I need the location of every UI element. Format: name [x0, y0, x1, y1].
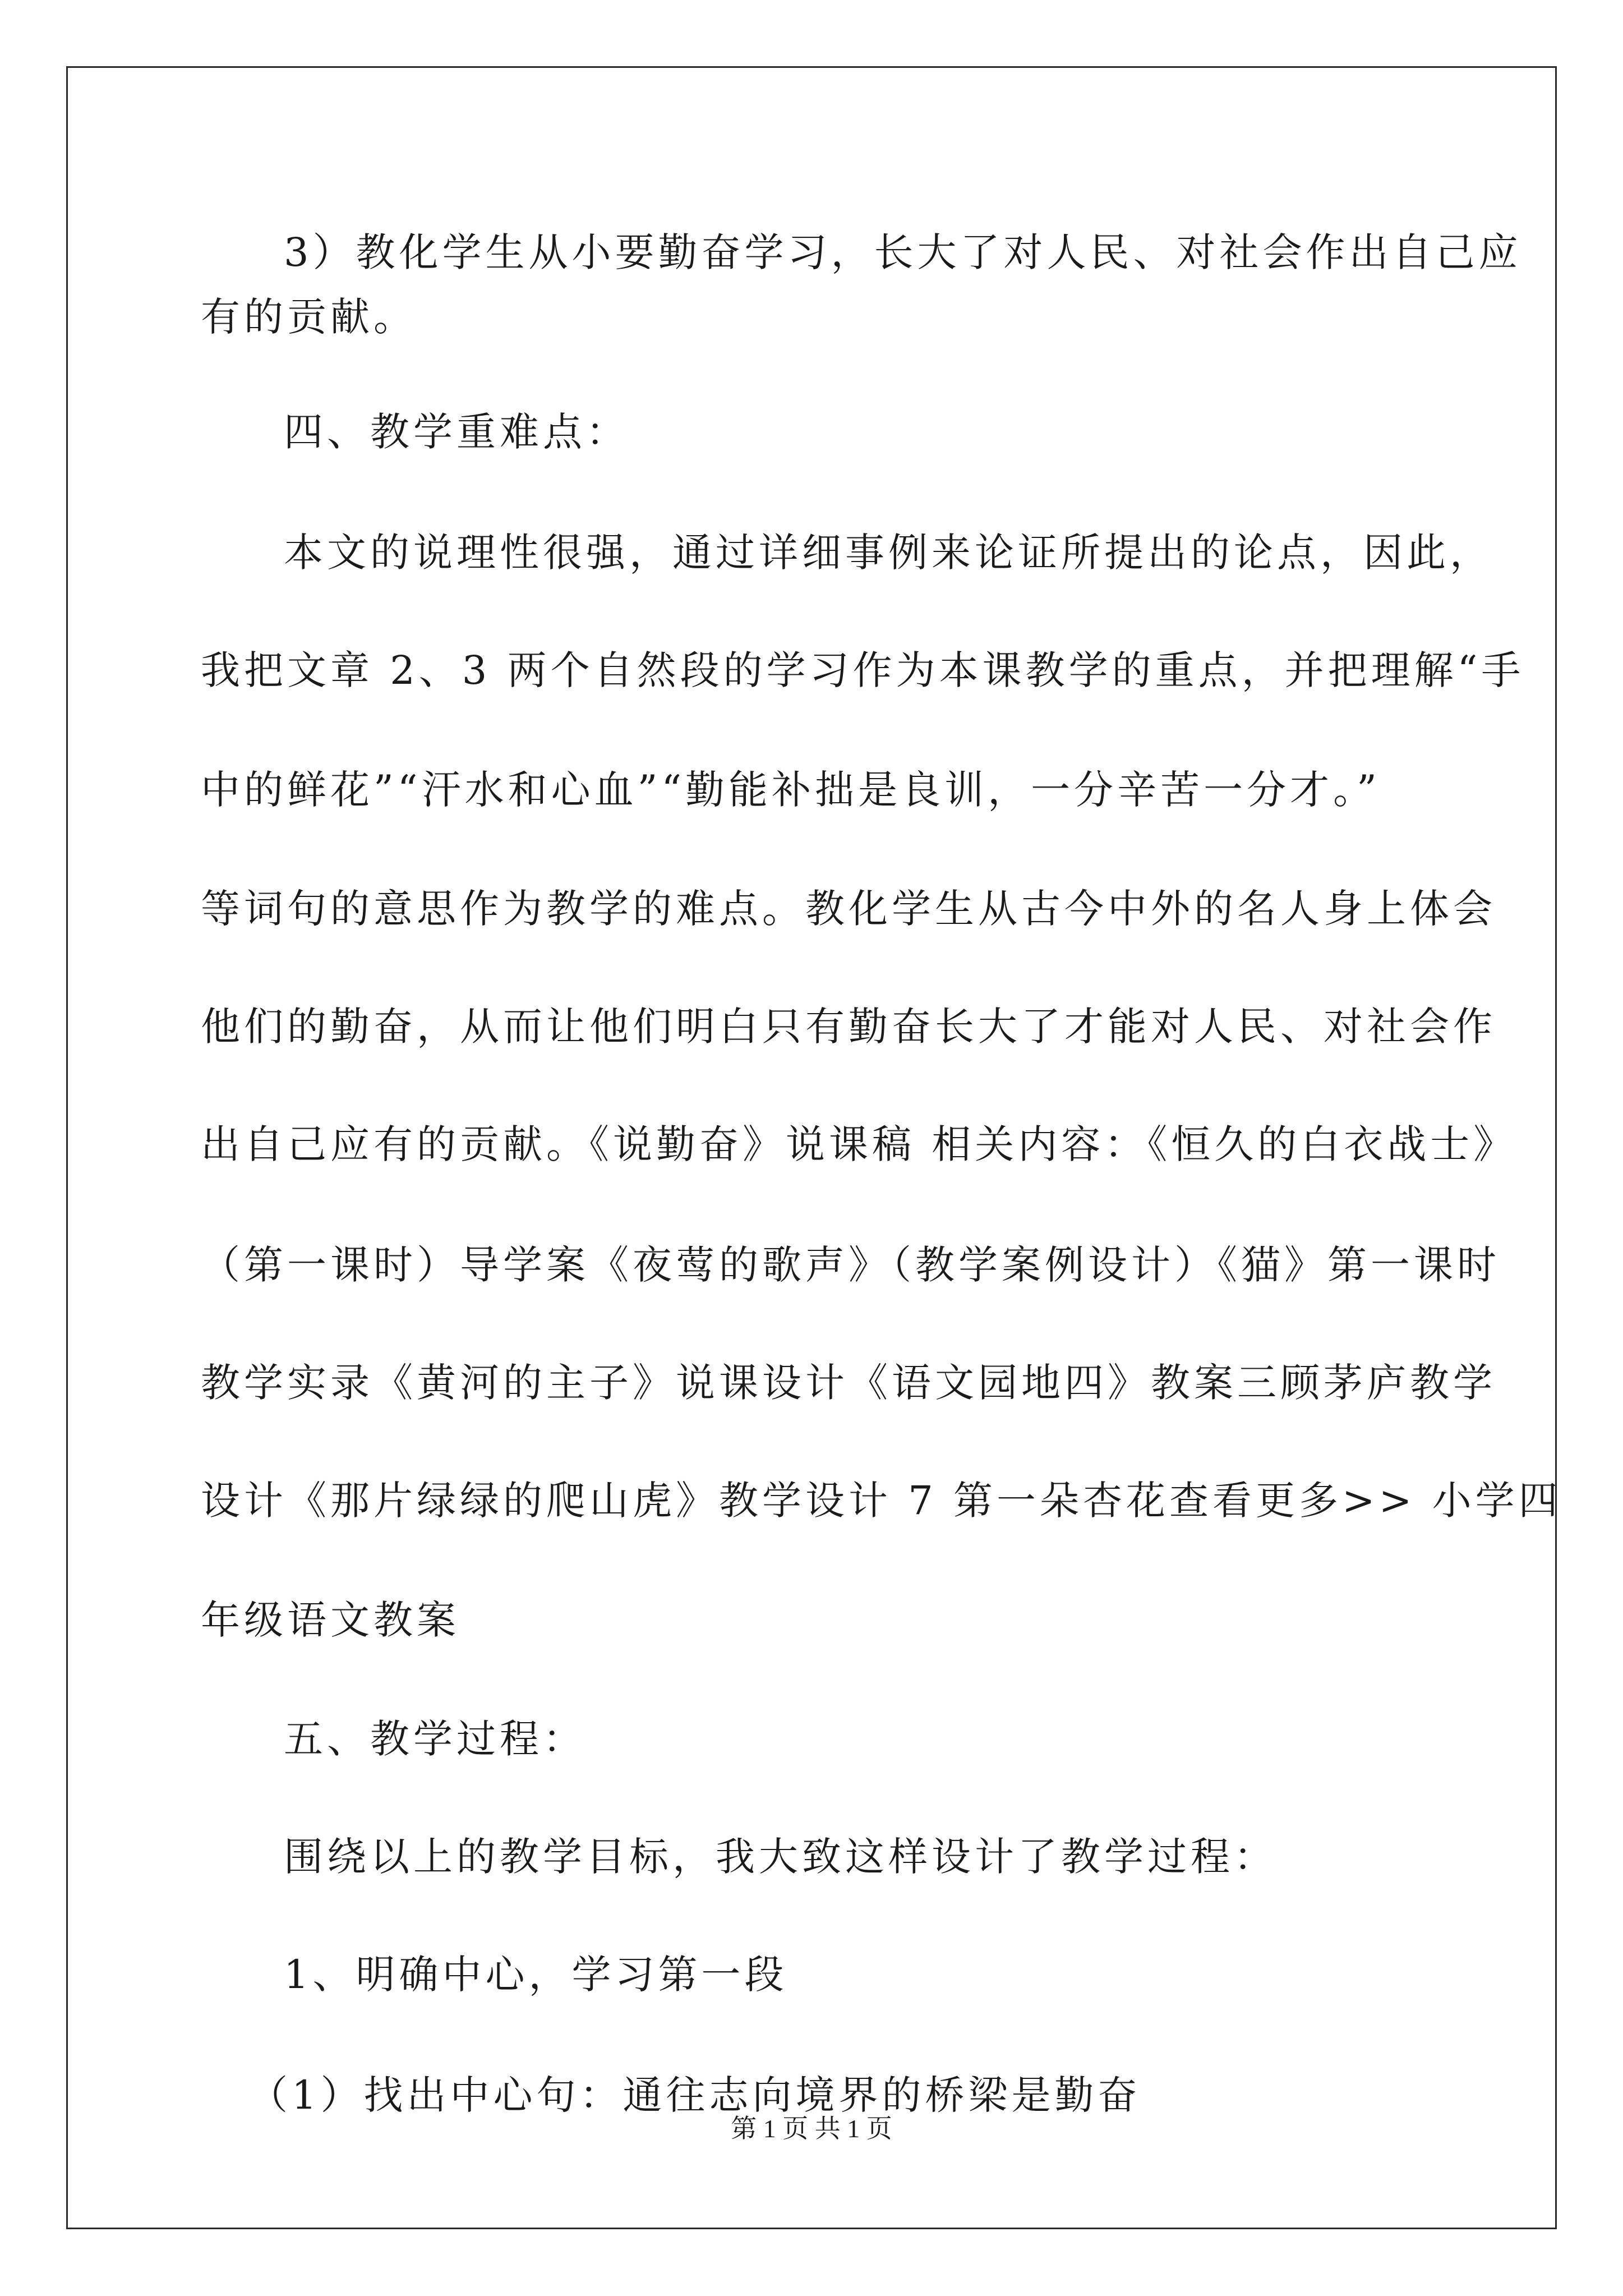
paragraph-line: 本文的说理性很强，通过详细事例来论证所提出的论点，因此， — [284, 530, 1493, 576]
paragraph-line: 3）教化学生从小要勤奋学习，长大了对人民、对社会作出自己应 — [284, 229, 1522, 275]
paragraph-line: 1、明确中心，学习第一段 — [284, 1952, 788, 1998]
paragraph-line: 我把文章 2、3 两个自然段的学习作为本课教学的重点，并把理解“手 — [201, 647, 1525, 693]
paragraph-line: 有的贡献。 — [201, 294, 417, 340]
paragraph-line: 教学实录《黄河的主子》说课设计《语文园地四》教案三顾茅庐教学 — [201, 1360, 1496, 1406]
paragraph-line: 设计《那片绿绿的爬山虎》教学设计 7 第一朵杏花查看更多>> 小学四 — [201, 1478, 1562, 1524]
page-footer: 第 1 页 共 1 页 — [731, 2114, 892, 2143]
section-heading: 四、教学重难点： — [284, 409, 629, 455]
paragraph-line: （1）找出中心句：通往志向境界的桥梁是勤奋 — [248, 2072, 1141, 2118]
paragraph-line: （第一课时）导学案《夜莺的歌声》（教学案例设计）《猫》第一课时 — [201, 1242, 1500, 1288]
paragraph-line: 出自己应有的贡献。《说勤奋》说课稿 相关内容：《恒久的白衣战士》 — [201, 1121, 1517, 1167]
paragraph-line: 等词句的意思作为教学的难点。教化学生从古今中外的名人身上体会 — [201, 886, 1496, 932]
paragraph-line: 中的鲜花”“汗水和心血”“勤能补拙是良训，一分辛苦一分才。” — [201, 767, 1381, 813]
paragraph-line: 围绕以上的教学目标，我大致这样设计了教学过程： — [284, 1834, 1277, 1880]
paragraph-line: 年级语文教案 — [201, 1597, 460, 1643]
paragraph-line: 他们的勤奋，从而让他们明白只有勤奋长大了才能对人民、对社会作 — [201, 1004, 1496, 1050]
section-heading: 五、教学过程： — [284, 1716, 586, 1762]
